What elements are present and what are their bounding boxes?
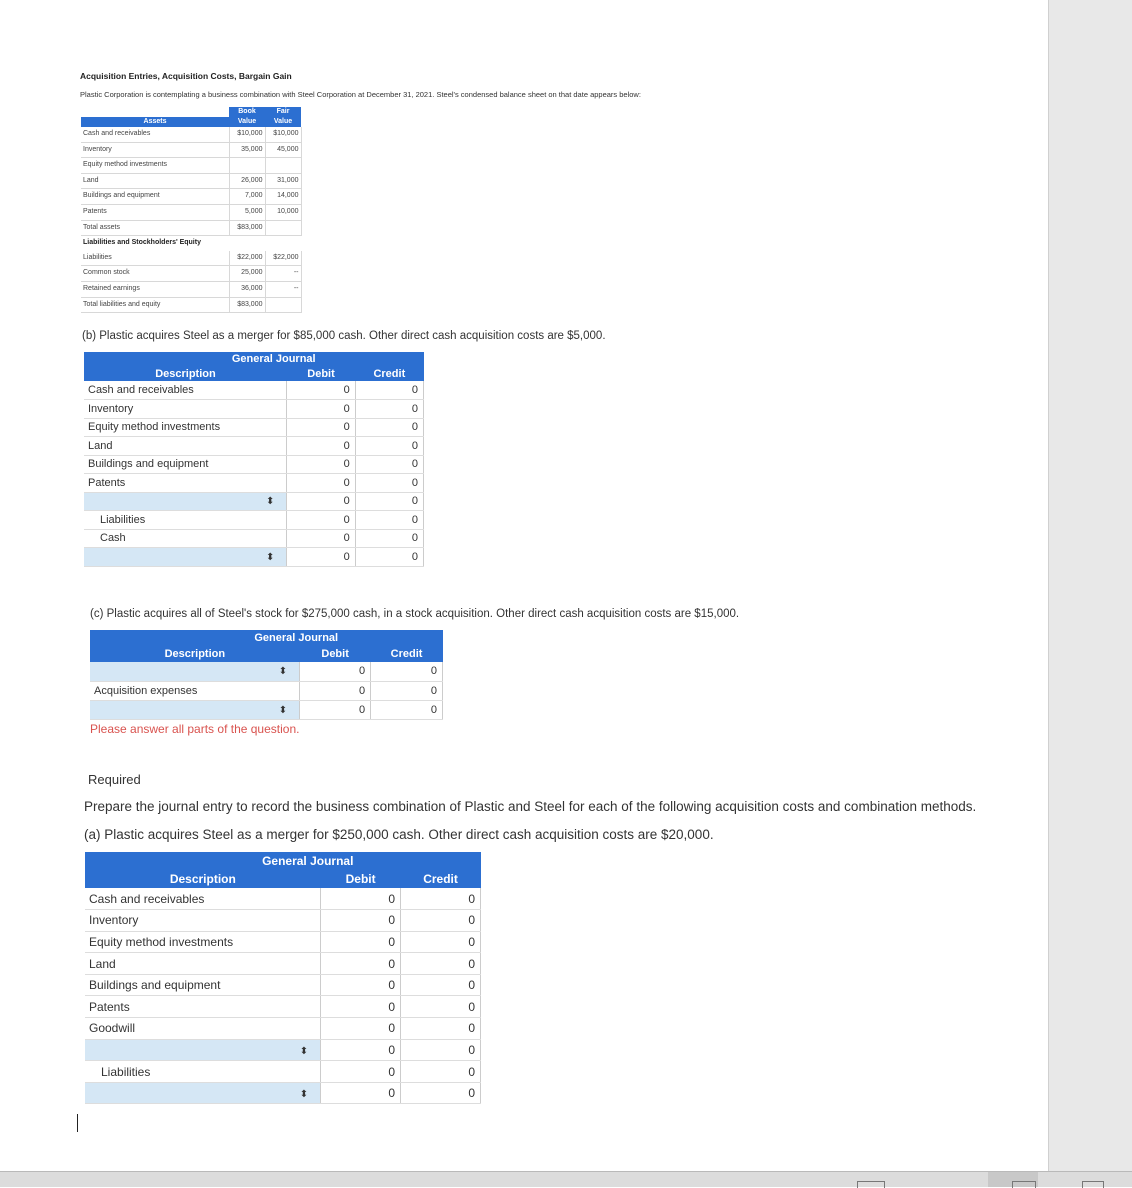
fair-value: $10,000 (265, 127, 301, 142)
fair-value: 10,000 (265, 204, 301, 220)
credit-input[interactable]: 0 (355, 455, 423, 474)
account-name: Buildings and equipment (84, 455, 287, 474)
warning-message: Please answer all parts of the question. (90, 722, 300, 736)
journal-row (85, 910, 481, 932)
debit-input[interactable]: 0 (287, 400, 355, 419)
debit-input[interactable]: 0 (287, 418, 355, 437)
debit-input[interactable]: 0 (321, 1018, 401, 1040)
book-value: $22,000 (229, 251, 265, 266)
book-value: 7,000 (229, 189, 265, 205)
balance-sheet-row (81, 204, 301, 220)
account-name: Liabilities (84, 511, 287, 530)
bottom-scrollbar[interactable] (0, 1171, 1132, 1187)
row-label: Inventory (81, 142, 229, 158)
credit-input[interactable]: 0 (401, 1082, 481, 1104)
updown-arrow-icon: ⬍ (299, 1045, 309, 1057)
fair-value (265, 220, 301, 236)
credit-input[interactable]: 0 (371, 681, 443, 700)
updown-arrow-icon: ⬍ (266, 551, 275, 563)
debit-input[interactable]: 0 (300, 700, 371, 719)
credit-input[interactable]: 0 (355, 418, 423, 437)
account-name: Patents (85, 996, 321, 1018)
debit-input[interactable]: 0 (287, 492, 355, 511)
balance-sheet-row (81, 281, 301, 297)
credit-input[interactable]: 0 (401, 1039, 481, 1061)
account-select[interactable] (84, 548, 287, 567)
debit-input[interactable]: 0 (321, 910, 401, 932)
journal-row (84, 400, 424, 419)
balance-sheet-row (81, 127, 301, 142)
credit-input[interactable]: 0 (355, 529, 423, 548)
account-name: Liabilities (85, 1061, 321, 1083)
book-value: $10,000 (229, 127, 265, 142)
credit-input[interactable]: 0 (401, 1061, 481, 1083)
journal-row (85, 1061, 481, 1083)
fair-value (265, 297, 301, 313)
account-name: Goodwill (85, 1018, 321, 1040)
debit-input[interactable]: 0 (287, 474, 355, 493)
updown-arrow-icon: ⬍ (266, 496, 275, 508)
balance-sheet-row (81, 142, 301, 158)
credit-input[interactable]: 0 (355, 381, 423, 400)
journal-row (84, 455, 424, 474)
balance-sheet-row (81, 220, 301, 236)
credit-input[interactable]: 0 (401, 888, 481, 910)
description-header: Description (90, 646, 300, 662)
journal-row (84, 381, 424, 400)
journal-row (84, 511, 424, 530)
journal-row (85, 996, 481, 1018)
fair-value: 14,000 (265, 189, 301, 205)
account-name: Acquisition expenses (90, 681, 300, 700)
fair-header-top: Fair (265, 107, 301, 117)
credit-input[interactable]: 0 (371, 662, 443, 681)
book-value: $83,000 (229, 220, 265, 236)
intro-text: Plastic Corporation is contemplating a business combination with Steel Corporation at December 31, 2021. Steel's condensed balance sheet on that date appears below: (80, 90, 641, 99)
debit-input[interactable]: 0 (300, 681, 371, 700)
fair-value: 31,000 (265, 173, 301, 189)
debit-input[interactable]: 0 (321, 1061, 401, 1083)
right-sidebar-strip (1048, 0, 1132, 1186)
journal-row (85, 888, 481, 910)
account-name: Inventory (85, 910, 321, 932)
row-label: Total liabilities and equity (81, 297, 229, 313)
account-select[interactable] (85, 1039, 321, 1061)
credit-header: Credit (355, 366, 423, 381)
description-header: Description (84, 366, 287, 381)
fair-value: $22,000 (265, 251, 301, 266)
account-name: Land (85, 953, 321, 975)
credit-input[interactable]: 0 (355, 474, 423, 493)
account-name: Land (84, 437, 287, 456)
part-a-question: (a) Plastic acquires Steel as a merger for $250,000 cash. Other direct cash acquisition costs are $20,000. (84, 827, 714, 842)
fair-value: 45,000 (265, 142, 301, 158)
debit-input[interactable]: 0 (287, 529, 355, 548)
debit-header: Debit (287, 366, 355, 381)
journal-row (84, 418, 424, 437)
debit-input[interactable]: 0 (287, 455, 355, 474)
journal-row (85, 1039, 481, 1061)
debit-input[interactable]: 0 (321, 1082, 401, 1104)
row-label: Liabilities (81, 251, 229, 266)
row-label: Patents (81, 204, 229, 220)
journal-row (85, 931, 481, 953)
debit-input[interactable]: 0 (287, 548, 355, 567)
part-c-question: (c) Plastic acquires all of Steel's stock for $275,000 cash, in a stock acquisition. Other direct cash acquisition costs are $15,000. (90, 608, 740, 620)
required-heading: Required (88, 772, 141, 787)
journal-row (84, 437, 424, 456)
balance-sheet-row (81, 236, 301, 251)
window-icon[interactable] (1012, 1181, 1036, 1188)
journal-title: General Journal (85, 852, 481, 870)
row-label: Land (81, 173, 229, 189)
credit-input[interactable]: 0 (401, 974, 481, 996)
credit-input[interactable]: 0 (401, 953, 481, 975)
balance-sheet-row (81, 266, 301, 282)
journal-row (84, 548, 424, 567)
part-b-journal (84, 352, 424, 567)
account-name: Equity method investments (84, 418, 287, 437)
book-value: 36,000 (229, 281, 265, 297)
balance-sheet-table (81, 107, 302, 313)
fair-value: -- (265, 281, 301, 297)
account-name: Cash (84, 529, 287, 548)
account-name: Cash and receivables (84, 381, 287, 400)
book-value: 25,000 (229, 266, 265, 282)
debit-input[interactable]: 0 (321, 931, 401, 953)
debit-header: Debit (300, 646, 371, 662)
row-label: Buildings and equipment (81, 189, 229, 205)
account-name: Equity method investments (85, 931, 321, 953)
credit-input[interactable]: 0 (355, 492, 423, 511)
window-icon[interactable] (857, 1181, 885, 1188)
assets-header: Assets (81, 117, 229, 127)
journal-row (90, 700, 443, 719)
debit-input[interactable]: 0 (321, 1039, 401, 1061)
credit-input[interactable]: 0 (401, 996, 481, 1018)
book-value: 35,000 (229, 142, 265, 158)
account-select[interactable] (90, 700, 300, 719)
required-text: Prepare the journal entry to record the business combination of Plastic and Steel for each of the following acquisition costs and combination methods. (84, 799, 977, 814)
journal-row (84, 492, 424, 511)
updown-arrow-icon: ⬍ (299, 1089, 309, 1101)
credit-input[interactable]: 0 (371, 700, 443, 719)
debit-input[interactable]: 0 (287, 437, 355, 456)
credit-input[interactable]: 0 (401, 910, 481, 932)
part-c-journal (90, 630, 443, 720)
window-icon[interactable] (1082, 1181, 1104, 1188)
debit-header: Debit (321, 870, 401, 888)
page-title: Acquisition Entries, Acquisition Costs, Bargain Gain (80, 71, 292, 81)
book-header-top: Book (229, 107, 265, 117)
credit-input[interactable]: 0 (355, 548, 423, 567)
journal-row (90, 662, 443, 681)
text-cursor (77, 1114, 78, 1132)
balance-sheet-row (81, 297, 301, 313)
journal-title: General Journal (90, 630, 443, 646)
fair-value (265, 158, 301, 174)
account-name: Inventory (84, 400, 287, 419)
journal-row (85, 1082, 481, 1104)
balance-sheet-row (81, 173, 301, 189)
debit-input[interactable]: 0 (321, 996, 401, 1018)
account-name: Buildings and equipment (85, 974, 321, 996)
row-label: Total assets (81, 220, 229, 236)
row-label: Equity method investments (81, 158, 229, 174)
fair-value: -- (265, 266, 301, 282)
account-select[interactable] (84, 492, 287, 511)
row-label: Cash and receivables (81, 127, 229, 142)
journal-row (85, 953, 481, 975)
journal-row (84, 474, 424, 493)
row-label: Common stock (81, 266, 229, 282)
credit-input[interactable]: 0 (401, 931, 481, 953)
book-value: 5,000 (229, 204, 265, 220)
debit-input[interactable]: 0 (300, 662, 371, 681)
part-b-question: (b) Plastic acquires Steel as a merger for $85,000 cash. Other direct cash acquisition costs are $5,000. (82, 330, 606, 342)
debit-input[interactable]: 0 (321, 888, 401, 910)
balance-sheet-row (81, 158, 301, 174)
account-select[interactable] (90, 662, 300, 681)
updown-arrow-icon: ⬍ (278, 704, 288, 716)
journal-row (90, 681, 443, 700)
book-header-bottom: Value (229, 117, 265, 127)
account-name: Cash and receivables (85, 888, 321, 910)
debit-input[interactable]: 0 (287, 511, 355, 530)
journal-row (85, 1018, 481, 1040)
credit-header: Credit (401, 870, 481, 888)
description-header: Description (85, 870, 321, 888)
debit-input[interactable]: 0 (287, 381, 355, 400)
row-label: Liabilities and Stockholders' Equity (83, 239, 201, 247)
journal-row (84, 529, 424, 548)
fair-header-bottom: Value (265, 117, 301, 127)
debit-input[interactable]: 0 (321, 953, 401, 975)
row-label: Retained earnings (81, 281, 229, 297)
credit-input[interactable]: 0 (355, 511, 423, 530)
balance-sheet-row (81, 189, 301, 205)
book-value (229, 158, 265, 174)
book-value: 26,000 (229, 173, 265, 189)
credit-input[interactable]: 0 (401, 1018, 481, 1040)
credit-input[interactable]: 0 (355, 400, 423, 419)
account-select[interactable] (85, 1082, 321, 1104)
book-value: $83,000 (229, 297, 265, 313)
journal-row (85, 974, 481, 996)
part-a-journal (85, 852, 481, 1104)
credit-input[interactable]: 0 (355, 437, 423, 456)
balance-sheet-row (81, 251, 301, 266)
debit-input[interactable]: 0 (321, 974, 401, 996)
account-name: Patents (84, 474, 287, 493)
updown-arrow-icon: ⬍ (278, 666, 288, 678)
credit-header: Credit (371, 646, 443, 662)
journal-title: General Journal (84, 352, 424, 366)
